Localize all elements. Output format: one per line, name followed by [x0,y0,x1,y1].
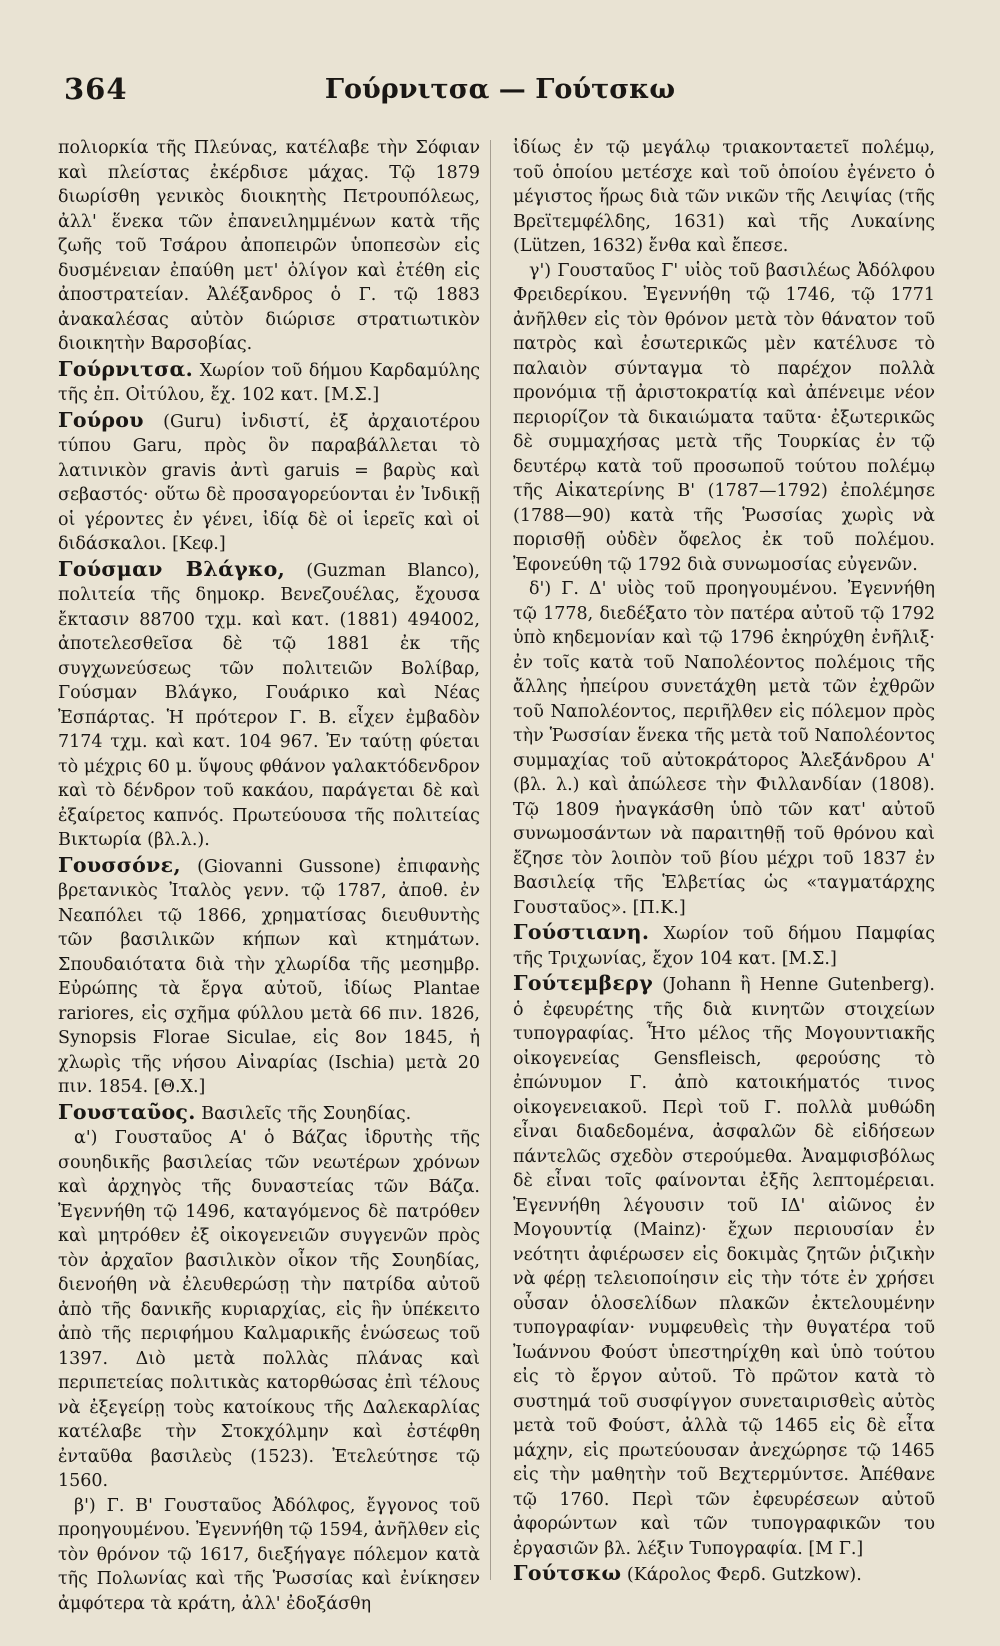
entry-text: (Johann ἢ Henne Gutenberg). ὁ ἐφευρέτης τῆς διὰ κινητῶν στοιχείων τυπογραφίας. Ἦτο μέλος τῆς Μογουντιακῆς οἰκογενείας Gensfleisch, φερούσης τὸ ἐπώνυμον Γ. ἀπὸ κατοικήματός τινος οἰκογενειακοῦ. Περὶ τοῦ Γ. πολλὰ μυθώδη εἶναι διαδεδομένα, ἀσφαλῶν δὲ εἰδήσεων πάντελῶς σχεδὸν στερούμεθα. Ἀναμφισβόλως δὲ εἶναι τοῖς φαίνονται ἐξῆς λεπτομέρειαι. Ἐγεννήθη λέγουσιν τοῦ ΙΔ' αἰῶνος ἐν Μογουντίᾳ (Mainz)· ἔχων περιουσίαν ἐν νεότητι ἀφιέρωσεν εἰς δοκιμὰς ζητῶν ῥιζικὴν νὰ φέρῃ τελειοποίησιν εἰς τὴν τότε ἐν χρήσει οὖσαν ὁλοσελίδων πλακῶν ἐκτελουμένην τυπογραφίαν· νυμφευθεὶς τὴν θυγατέρα τοῦ Ἰωάννου Φούστ ὑπεστηρίχθη καὶ ὑπὸ τούτου εἰς τὸ ἔργον αὐτοῦ. Τὸ πρῶτον κατὰ τὸ συστημά τοῦ συσφίγγον συνεταιρισθεὶς αὐτὸς μετὰ τοῦ Φούστ, ἀλλὰ τῷ 1465 εἰς δὲ εἶτα μάχην, εἰς πρωτεύουσαν ἀνεχώρησε τῷ 1465 εἰς τὴν μαθητὴν τοῦ Βεχτερμύντσε. Ἀπέθανε τῷ 1760. Περὶ τῶν ἐφευρέσεων αὐτοῦ ἀφορώντων καὶ τῶν τυπογραφικῶν του ἐργασιῶν βλ. λέξιν Τυπογραφία. [Μ Γ.] [513,975,935,1559]
headword: Γουσταῦος. [58,1099,196,1124]
headword: Γουσσόνε, [58,852,181,877]
column-divider [490,140,491,1580]
entry-gousman-blanko [58,557,480,853]
headword: Γούσμαν Βλάγκο, [58,556,286,581]
subentry-delta: δ') Γ. Δ' υἱὸς τοῦ προηγουμένου. Ἐγεννήθη τῷ 1778, διεδέξατο τὸν πατέρα αὐτοῦ τῷ 1792 ὑπὸ κηδεμονίαν καὶ τῷ 1796 ἐκηρύχθη ἐνῆλιξ· ἐν τοῖς κατὰ τοῦ Ναπολέοντος πολέμοις τῆς ἄλλης ἠπείρου συνετάχθη μετὰ τῶν ἐχθρῶν τοῦ Ναπολέοντος, περιῆλθεν εἰς πόλεμον πρὸς τὴν Ῥωσσίαν ἕνεκα τῆς μετὰ τοῦ Ναπολέοντος συμμαχίας τοῦ αὐτοκράτορος Ἀλεξάνδρου Α' (βλ. λ.) καὶ ἀπώλεσε τὴν Φιλλανδίαν (1808). Τῷ 1809 ἠναγκάσθη ὑπὸ τῶν κατ' αὐτοῦ συνωμοσάντων νὰ παραιτηθῇ τοῦ θρόνου καὶ ἔζησε τὸν λοιπὸν τοῦ βίου μέχρι τοῦ 1837 ἐν Βασιλείᾳ τῆς Ἑλβετίας ὡς «ταγματάρχης Γουσταῦος». [Π.Κ.] [513,579,935,918]
entry-gutzkow [513,1561,935,1588]
entry-goustavos [58,1100,480,1127]
entry-goustiani [513,920,935,971]
page-number: 364 [64,72,128,106]
entry-text: Βασιλεῖς τῆς Σουηδίας. [195,1103,412,1124]
headword: Γούτσκω [513,1561,622,1585]
entry-gutenberg [513,971,935,1561]
entry-text: (Guzman Blanco), πολιτεία τῆς δημοκρ. Βενεζουέλας, ἔχουσα ἔκτασιν 88700 τχμ. καὶ κατ. (1881) 494002, ἀποτελεσθεῖσα δὲ τῷ 1881 ἐκ τῆς συγχωνεύσεως τῶν πολιτειῶν Βολίβαρ, Γούσμαν Βλάγκο, Γουάρικο καὶ Νέας Ἐσπάρτας. Ἡ πρότερον Γ. Β. εἶχεν ἐμβαδὸν 7174 τχμ. καὶ κατ. 104 967. Ἐν ταύτῃ φύεται τὸ μέχρις 60 μ. ὕψους φθάνον γαλακτόδενδρον καὶ τὸ δένδρον τοῦ κακάου, παράγεται δὲ καὶ ἐξαίρετος καπνός. Πρωτεύουσα τῆς πολιτείας Βικτωρία (βλ.λ.). [58,560,480,850]
headword: Γούστιανη. [513,920,650,944]
entry-text: Χωρίον τοῦ δήμου Καρδαμύλης τῆς ἐπ. Οἰτύλου, ἔχ. 102 κατ. [Μ.Σ.] [58,360,480,405]
subentry-gamma: γ') Γουσταῦος Γ' υἱὸς τοῦ βασιλέως Ἀδόλφου Φρειδερίκου. Ἐγεννήθη τῷ 1746, τῷ 1771 ἀνῆλθεν εἰς τὸν θρόνον μετὰ τὸν θάνατον τοῦ πατρὸς καὶ ἐσωτερικῶς μὲν κατέλυσε τὸ παλαιὸν σύνταγμα τὸ παρέχον πολλὰ προνόμια τῇ ἀριστοκρατίᾳ καὶ ἀπένειμε νέον περιορίζον τὰ δικαιώματα ταῦτα· ἐξωτερικῶς δὲ συμμαχήσας μετὰ τῆς Τουρκίας ἐν τῷ δευτέρῳ κατὰ τοῦ προσωποῦ τούτου πολέμῳ τῆς Αἰκατερίνης Β' (1787—1792) ἐπολέμησε (1788—90) κατὰ τῆς Ῥωσσίας χωρὶς νὰ πορισθῇ οὐδὲν ὄφελος ἐκ τοῦ πολέμου. Ἐφονεύθη τῷ 1792 διὰ συνωμοσίας εὐγενῶν. [513,260,935,575]
entry-gourou [58,408,480,557]
right-column [513,136,935,1588]
entry-text: (Giovanni Gussone) ἐπιφανὴς βρετανικὸς Ἰταλὸς γενν. τῷ 1787, ἀποθ. ἐν Νεαπόλει τῷ 1866, χρηματίσας διευθυντὴς τῶν βασιλικῶν κήπων καὶ κτημάτων. Σπουδαιότατα διὰ τὴν χλωρίδα τῆς μεσημβρ. Εὐρώπης τὰ ἔργα αὐτοῦ, ἰδίως Plantae rariores, εἰς σχῆμα φύλλου μετὰ 66 πιν. 1826, Synopsis Florae Siculae, εἰς 8ον 1845, ἡ χλωρὶς τῆς νήσου Αἰναρίας (Ischia) μετὰ 20 πιν. 1854. [Θ.Χ.] [58,856,480,1097]
entry-goussone [58,853,480,1100]
headword: Γούρου [58,407,144,432]
left-column [58,136,480,1616]
headword: Γούτεμβεργ [513,971,653,995]
entry-text: (Κάρολος Φερδ. Gutzkow). [621,1565,862,1585]
entry-text: Χωρίον τοῦ δήμου Παμφίας τῆς Τριχωνίας, ἔχον 104 κατ. [Μ.Σ.] [513,924,935,969]
headword: Γούρνιτσα. [58,356,194,381]
page-header [60,72,940,116]
continued-paragraph: πολιορκία τῆς Πλεύνας, κατέλαβε τὴν Σόφιαν καὶ πλείστας ἐκέρδισε μάχας. Τῷ 1879 διωρίσθη γενικὸς διοικητὴς Πετρουπόλεως, ἀλλ' ἕνεκα τῶν ἐπανειλημμένων κατὰ τῆς ζωῆς τοῦ Τσάρου ἀποπειρῶν ὑποπεσὼν εἰς δυσμένειαν ἐπαύθη μετ' ὀλίγον καὶ ἐτέθη εἰς ἀποστρατείαν. Ἀλέξανδρος ὁ Γ. τῷ 1883 ἀνακαλέσας αὐτὸν διώρισε στρατιωτικὸν διοικητὴν Βαρσοβίας. [58,138,480,354]
continued-paragraph: ἰδίως ἐν τῷ μεγάλῳ τριακονταετεῖ πολέμῳ, τοῦ ὁποίου μετέσχε καὶ τοῦ ὁποίου ἐγένετο ὁ μέγιστος ἥρως διὰ τῶν νικῶν τῆς Λειψίας (τῆς Βρεϊτεμφέλδης, 1631) καὶ τῆς Λυκαίνης (Lützen, 1632) ἔνθα καὶ ἔπεσε. [513,138,935,256]
subentry-alpha: α') Γουσταῦος Α' ὁ Βάζας ἱδρυτὴς τῆς σουηδικῆς βασιλείας τῶν νεωτέρων χρόνων καὶ ἀρχηγὸς τῆς δυναστείας τῶν Βάζα. Ἐγεννήθη τῷ 1496, καταγόμενος δὲ πατρόθεν καὶ μητρόθεν ἐξ οἰκογενειῶν συγγενῶν πρὸς τὸν ἀρχαῖον βασιλικὸν οἶκον τῆς Σουηδίας, διενοήθη νὰ ἐλευθερώσῃ τὴν πατρίδα αὐτοῦ ἀπὸ τῆς δανικῆς κυριαρχίας, εἰς ἣν ὑπέκειτο ἀπὸ τῆς περιφήμου Καλμαρικῆς ἑνώσεως τοῦ 1397. Διὸ μετὰ πολλὰς πλάνας καὶ περιπετείας πολιτικὰς κατορθώσας ἐπὶ τέλους νὰ ἐξεγείρῃ τοὺς κατοίκους τῆς Δαλεκαρλίας κατέλαβε τὴν Στοκχόλμην καὶ ἐστέφθη ἐνταῦθα βασιλεὺς (1523). Ἐτελεύτησε τῷ 1560. [58,1128,480,1491]
running-head: Γούρνιτσα — Γούτσκω [324,74,676,105]
subentry-beta: β') Γ. Β' Γουσταῦος Ἀδόλφος, ἔγγονος τοῦ προηγουμένου. Ἐγεννήθη τῷ 1594, ἀνῆλθεν εἰς τὸν θρόνον τῷ 1617, διεξήγαγε πόλεμον κατὰ τῆς Πολωνίας καὶ τῆς Ῥωσσίας καὶ ἐνίκησεν ἀμφότερα τὰ κράτη, ἀλλ' ἐδοξάσθη [58,1495,480,1614]
entry-gournitsa [58,357,480,408]
entry-text: (Guru) ἰνδιστί, ἐξ ἀρχαιοτέρου τύπου Garu, πρὸς ὃν παραβάλλεται τὸ λατινικὸν gravis ἀντὶ garuis = βαρὺς καὶ σεβαστός· οὕτω δὲ προσαγορεύονται ἐν Ἰνδικῇ οἱ γέροντες ἐν γένει, ἰδίᾳ δὲ οἱ ἱερεῖς καὶ οἱ διδάσκαλοι. [Κεφ.] [58,411,480,554]
